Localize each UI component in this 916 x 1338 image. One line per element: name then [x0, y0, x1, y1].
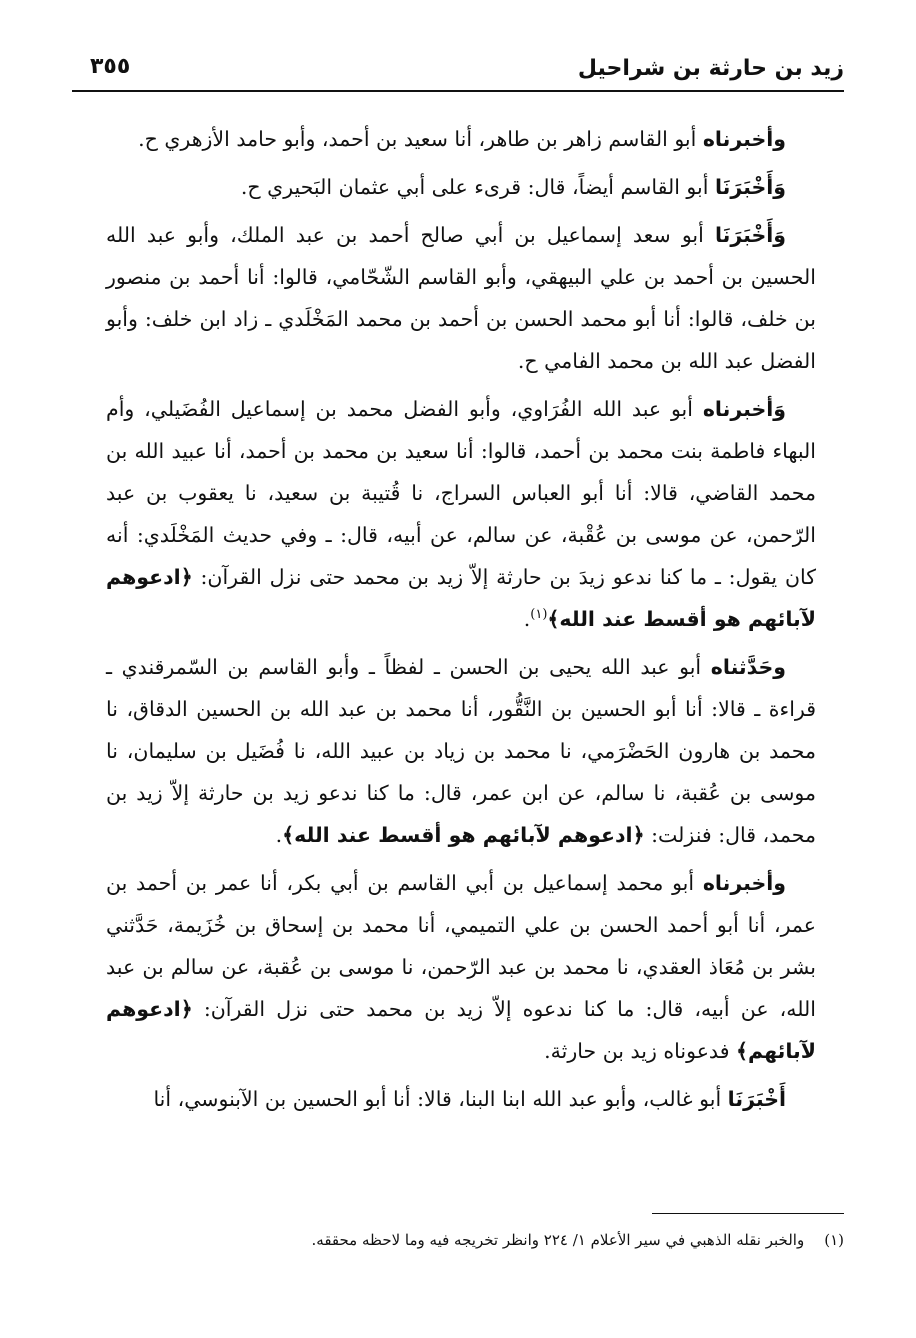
- paragraph-tail: .: [275, 823, 283, 847]
- running-head: زيد بن حارثة بن شراحيل: [577, 56, 844, 81]
- paragraph-text: أبو عبد الله يحيى بن الحسن ـ لفظاً ـ وأبو القاسم بن السّمرقندي ـ قراءة ـ قالا: أنا أبو الحسين بن النَّقُّور، أنا محمد بن عبد الله بن الحسين الدقاق، نا محمد بن هارون الحَضْرَمي، نا محمد بن زياد بن عبيد الله، نا فُضَيل بن سليمان، نا موسى بن عُقبة، نا سالم، عن ابن عمر، قال: ما كنا ندعو زيد بن حارثة إلاّ زيد بن محمد، قال: فنزلت:: [106, 655, 816, 847]
- footnote-number: (١): [824, 1231, 844, 1249]
- narration-lead: وَأَخْبَرَنَا: [714, 175, 786, 199]
- quran-verse: ﴿ادعوهم لآبائهم﴾: [106, 997, 816, 1063]
- paragraph-text: أبو القاسم أيضاً، قال: قرىء على أبي عثمان البَحيري ح.: [240, 175, 715, 199]
- narration-lead: أَخْبَرَنَا: [727, 1087, 786, 1111]
- narration-lead: وأخبرناه: [702, 871, 786, 895]
- footnote-reference[interactable]: (١): [530, 607, 548, 623]
- paragraph-2: [106, 166, 816, 208]
- main-text: [106, 118, 816, 1126]
- paragraph-text: أبو عبد الله الفُرَاوي، وأبو الفضل محمد بن إسماعيل الفُضَيلي، وأم البهاء فاطمة بنت محمد بن أحمد، قالوا: أنا سعيد بن محمد بن أحمد، أنا عبيد الله بن محمد القاضي، قالا: أنا أبو العباس السراج، نا قُتيبة بن سعيد، نا يعقوب بن عبد الرّحمن، عن موسى بن عُقْبة، عن سالم، عن أبيه، قال: ـ وفي حديث المَخْلَدي: أنه كان يقول: ـ ما كنا ندعو زيدَ بن حارثة إلاّ زيد بن محمد حتى نزل القرآن:: [106, 397, 816, 589]
- paragraph-text: أبو محمد إسماعيل بن أبي القاسم بن أبي بكر، أنا عمر بن أحمد بن عمر، أنا أبو أحمد الحسن بن علي التميمي، أنا محمد بن إسحاق بن خُزَيمة، حَدَّثني بشر بن مُعَاذ العقدي، نا محمد بن عبد الرّحمن، نا موسى بن عُقبة، عن سالم بن عبد الله، عن أبيه، قال: ما كنا ندعوه إلاّ زيد بن محمد حتى نزل القرآن:: [106, 871, 816, 1021]
- paragraph-1: [106, 118, 816, 160]
- narration-lead: وحَدَّثناه: [710, 655, 786, 679]
- paragraph-7: [106, 1078, 816, 1120]
- header-rule: [72, 90, 844, 92]
- paragraph-4: [106, 388, 816, 640]
- paragraph-text: أبو غالب، وأبو عبد الله ابنا البنا، قالا: أنا أبو الحسين بن الآبنوسي، أنا: [153, 1087, 728, 1111]
- page-number: ٣٥٥: [90, 54, 131, 79]
- paragraph-tail: .: [523, 607, 531, 631]
- narration-lead: وَأخبرناه: [702, 397, 786, 421]
- footnote-rule: [652, 1213, 844, 1214]
- narration-lead: وَأَخْبَرَنَا: [714, 223, 786, 247]
- paragraph-3: [106, 214, 816, 382]
- page-header: [72, 52, 844, 92]
- paragraph-text: أبو سعد إسماعيل بن أبي صالح أحمد بن عبد الملك، وأبو عبد الله الحسين بن أحمد بن علي البيهقي، وأبو القاسم الشّحّامي، قالوا: أنا أحمد بن منصور بن خلف، قالوا: أنا أبو محمد الحسن بن أحمد بن محمد المَخْلَدي ـ زاد ابن خلف: وأبو الفضل عبد الله بن محمد الفامي ح.: [106, 223, 816, 373]
- footnote: [120, 1228, 844, 1252]
- paragraph-5: [106, 646, 816, 856]
- paragraph-text: أبو القاسم زاهر بن طاهر، أنا سعيد بن أحمد، وأبو حامد الأزهري ح.: [138, 127, 703, 151]
- quran-verse: ﴿ادعوهم لآبائهم هو أقسط عند الله﴾: [282, 823, 645, 847]
- paragraph-6: [106, 862, 816, 1072]
- quran-verse: ﴿ادعوهم لآبائهم هو أقسط عند الله﴾: [106, 565, 816, 631]
- footnote-text: والخبر نقله الذهبي في سير الأعلام ١/ ٢٢٤ وانظر تخريجه فيه وما لاحظه محققه.: [311, 1231, 805, 1249]
- narration-lead: وأخبرناه: [702, 127, 786, 151]
- paragraph-tail: فدعوناه زيد بن حارثة.: [544, 1039, 737, 1063]
